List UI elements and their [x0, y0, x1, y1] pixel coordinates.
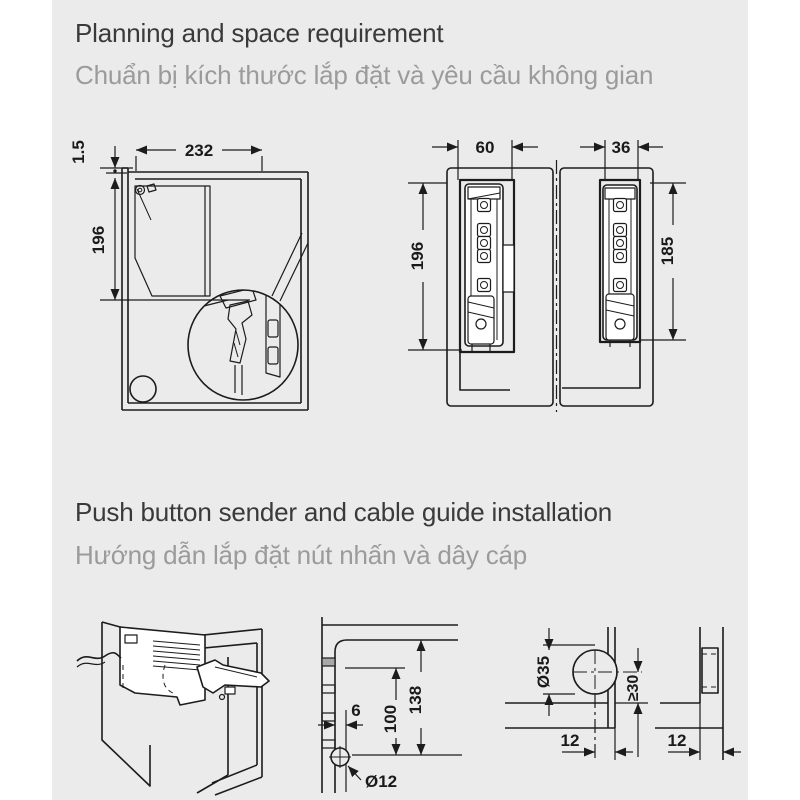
section2-title-vi: Hướng dẫn lắp đặt nút nhấn và dây cáp [75, 540, 528, 570]
dim-guide-min-clearance: ≥30 [625, 674, 642, 702]
panel-views-diagram [408, 138, 686, 412]
dim-guide-hole: Ø35 [534, 655, 553, 689]
dim-drill-height1: 100 [381, 704, 400, 734]
section1-title-vi: Chuẩn bị kích thước lắp đặt và yêu cầu không gian [75, 60, 654, 90]
dim-drill-height2: 138 [406, 685, 425, 715]
section1-title-en: Planning and space requirement [75, 18, 444, 48]
dim-cabinet-height: 196 [89, 225, 108, 255]
cabinet-side-view-diagram [69, 140, 308, 410]
dim-drill-hole: Ø12 [365, 772, 398, 791]
dim-cabinet-width: 232 [184, 141, 214, 160]
dim-panel-left-height: 196 [408, 241, 427, 271]
dim-guide-left-offset: 12 [560, 731, 580, 750]
section2-title-en: Push button sender and cable guide installation [75, 497, 612, 527]
dim-drill-offset: 6 [351, 701, 361, 720]
dim-panel-left-width: 60 [475, 138, 495, 157]
cable-guide-views-diagram [505, 627, 741, 760]
dim-cabinet-gap: 1.5 [69, 140, 88, 164]
drilling-positions-diagram [318, 617, 462, 793]
dim-guide-right-offset: 12 [667, 731, 687, 750]
dim-panel-right-height: 185 [658, 236, 677, 266]
push-button-sender-3d-view [77, 622, 269, 795]
dim-panel-right-width: 36 [611, 138, 631, 157]
